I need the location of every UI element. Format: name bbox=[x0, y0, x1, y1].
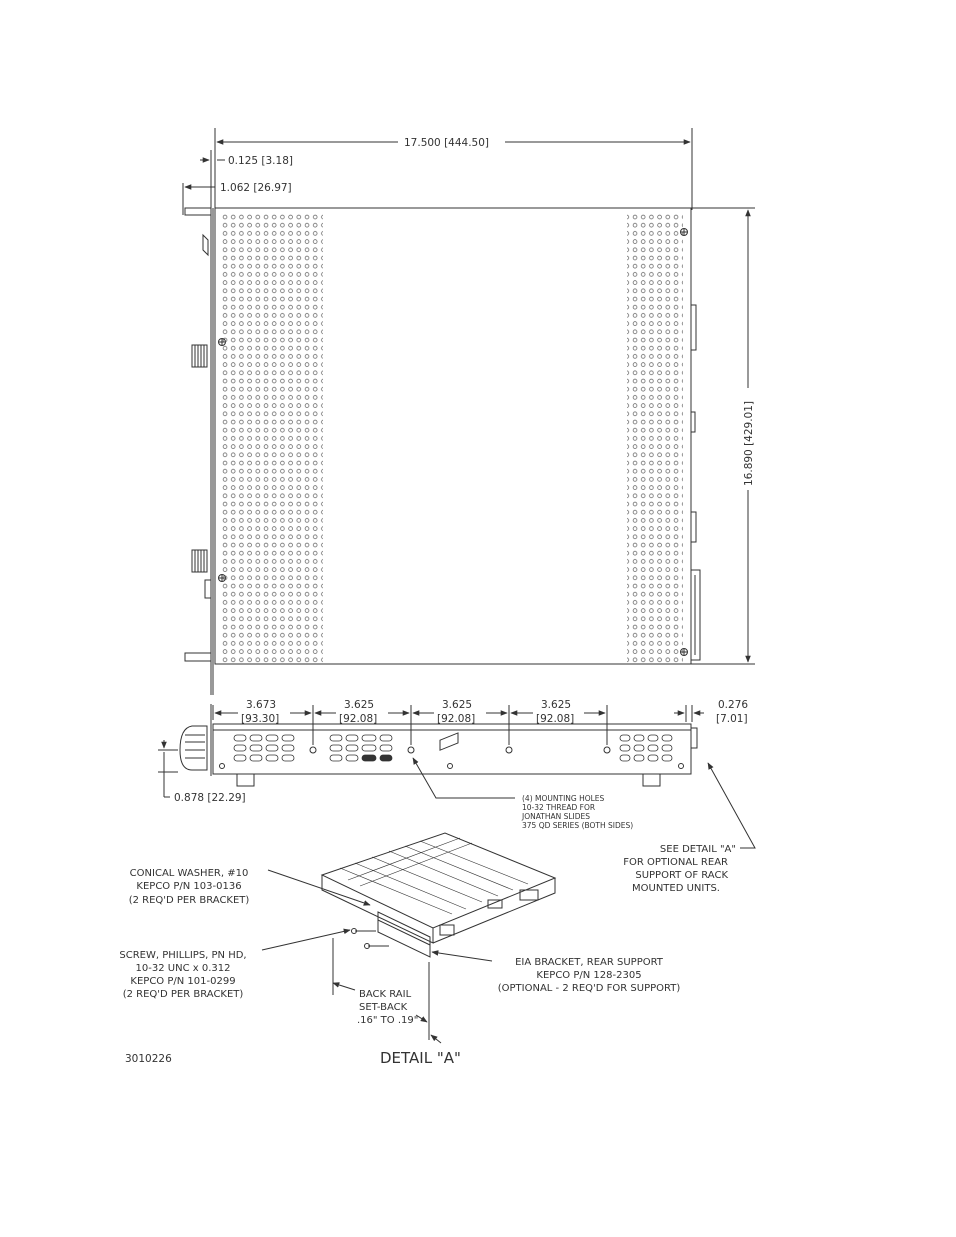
drawing-number: 3010226 bbox=[125, 1053, 172, 1065]
see-detail-note-2: FOR OPTIONAL REAR bbox=[623, 857, 728, 868]
vent-array-front bbox=[221, 213, 323, 663]
spacing-4-inch: 3.625 bbox=[541, 699, 572, 711]
screw-note-4: (2 REQ'D PER BRACKET) bbox=[122, 989, 244, 1000]
mounting-note-2: 10-32 THREAD FOR bbox=[522, 803, 596, 812]
knob-projection-label: 1.062 [26.97] bbox=[220, 182, 292, 194]
front-knob-upper bbox=[192, 345, 207, 367]
spacing-1-inch: 3.673 bbox=[246, 699, 277, 711]
screw-note-3: KEPCO P/N 101-0299 bbox=[130, 976, 236, 987]
spacing-2-mm: [92.08] bbox=[339, 713, 378, 725]
bracket-note-3: (OPTIONAL - 2 REQ'D FOR SUPPORT) bbox=[497, 983, 681, 994]
backrail-note-3: .16" TO .19" bbox=[357, 1015, 419, 1026]
front-knob-lower bbox=[192, 550, 207, 572]
side-view-labels bbox=[174, 699, 748, 894]
spacing-1-mm: [93.30] bbox=[241, 713, 280, 725]
washer-note-3: (2 REQ'D PER BRACKET) bbox=[128, 895, 250, 906]
rear-offset-mm: [7.01] bbox=[716, 713, 748, 725]
spacing-2-inch: 3.625 bbox=[344, 699, 375, 711]
bracket-note-1: EIA BRACKET, REAR SUPPORT bbox=[515, 957, 663, 968]
washer-note-2: KEPCO P/N 103-0136 bbox=[136, 881, 242, 892]
front-knob-side bbox=[180, 726, 207, 770]
rear-offset-inch: 0.276 bbox=[718, 699, 749, 711]
mounting-hole-icon bbox=[220, 747, 684, 769]
backrail-note-2: SET-BACK bbox=[359, 1002, 408, 1013]
overall-depth-label: 16.890 [429.01] bbox=[743, 400, 755, 486]
side-view bbox=[158, 704, 755, 848]
vent-slots-side bbox=[234, 735, 672, 761]
screw-note-2: 10-32 UNC x 0.312 bbox=[135, 963, 231, 974]
panel-thickness-label: 0.125 [3.18] bbox=[228, 155, 293, 167]
screw-note-1: SCREW, PHILLIPS, PN HD, bbox=[119, 950, 247, 961]
mounting-note-4: 375 QD SERIES (BOTH SIDES) bbox=[522, 821, 634, 830]
bracket-note-2: KEPCO P/N 128-2305 bbox=[536, 970, 642, 981]
mounting-note-1: (4) MOUNTING HOLES bbox=[522, 794, 605, 803]
washer-note-1: CONICAL WASHER, #10 bbox=[129, 868, 249, 879]
spacing-3-mm: [92.08] bbox=[437, 713, 476, 725]
spacing-3-inch: 3.625 bbox=[442, 699, 473, 711]
unit-isometric-top bbox=[322, 833, 555, 928]
overall-width-label: 17.500 [444.50] bbox=[404, 137, 490, 149]
detail-a-title: DETAIL "A" bbox=[380, 1049, 461, 1067]
height-dim-label: 0.878 [22.29] bbox=[174, 792, 246, 804]
see-detail-note-3: SUPPORT OF RACK bbox=[635, 870, 728, 881]
spacing-4-mm: [92.08] bbox=[536, 713, 575, 725]
see-detail-note-1: SEE DETAIL "A" bbox=[659, 844, 736, 855]
screw-icon bbox=[352, 929, 390, 949]
mounting-note-3: JONATHAN SLIDES bbox=[522, 812, 591, 821]
see-detail-note-4: MOUNTED UNITS. bbox=[632, 883, 720, 894]
eia-bracket bbox=[378, 912, 430, 957]
vent-array-rear bbox=[627, 213, 683, 663]
detail-a-labels bbox=[119, 868, 680, 1067]
backrail-note-1: BACK RAIL bbox=[359, 989, 412, 1000]
